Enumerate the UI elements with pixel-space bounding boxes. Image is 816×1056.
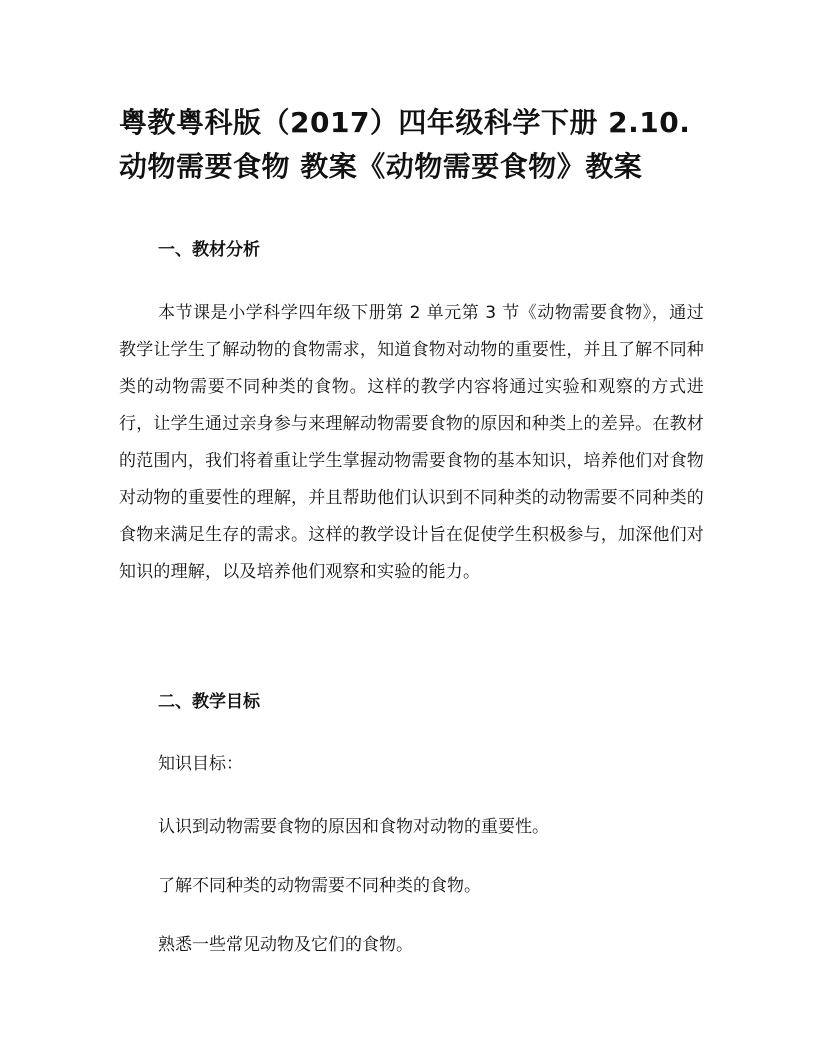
section-heading-teaching-goals: 二、教学目标	[158, 692, 260, 712]
goal-item: 认识到动物需要食物的原因和食物对动物的重要性。	[158, 817, 549, 837]
document-title: 粤教粤科版（2017）四年级科学下册 2.10.动物需要食物 教案《动物需要食物》教案	[119, 106, 691, 183]
knowledge-goals-label: 知识目标：	[158, 754, 243, 774]
section-heading-textbook-analysis: 一、教材分析	[158, 240, 260, 260]
textbook-analysis-paragraph: 本节课是小学科学四年级下册第 2 单元第 3 节《动物需要食物》，通过教学让学生了解动物的食物需求，知道食物对动物的重要性，并且了解不同种类的动物需要不同种类的食物。这样的教学内容将通过实验和观察的方式进行，让学生通过亲身参与来理解动物需要食物的原因和种类上的差异。在教材的范围内，我们将着重让学生掌握动物需要食物的基本知识，培养他们对食物对动物的重要性的理解，并且帮助他们认识到不同种类的动物需要不同种类的食物来满足生存的需求。这样的教学设计旨在促使学生积极参与，加深他们对知识的理解，以及培养他们观察和实验的能力。	[119, 303, 704, 582]
goal-item: 熟悉一些常见动物及它们的食物。	[158, 935, 413, 955]
goal-item: 了解不同种类的动物需要不同种类的食物。	[158, 876, 481, 896]
